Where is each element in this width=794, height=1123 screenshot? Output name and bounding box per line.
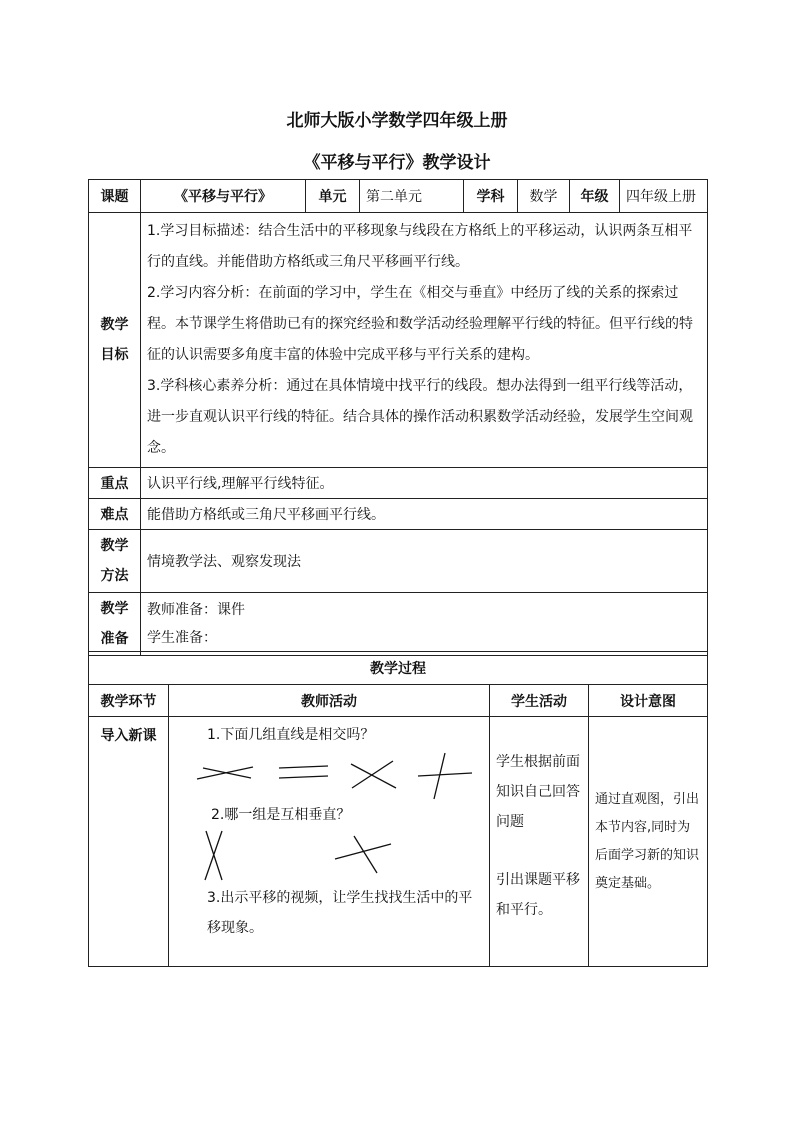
method-label-line-1: 教学: [100, 538, 129, 554]
topic-label: 课题: [89, 180, 141, 213]
line-figure: [279, 776, 328, 778]
process-table: [88, 651, 708, 967]
prep-teacher: 教师准备：课件: [147, 602, 245, 618]
subject-value: 数学: [518, 180, 570, 213]
stage-name: 导入新课: [89, 717, 169, 967]
goals-label-line-2: 目标: [100, 347, 129, 363]
key-value: 认识平行线,理解平行线特征。: [141, 468, 708, 499]
intersecting-lines-figure: [175, 747, 475, 803]
perpendicular-lines-figure: [175, 827, 475, 883]
difficulty-label: 难点: [89, 499, 141, 530]
goal-item: 2.学习内容分析：在前面的学习中，学生在《相交与垂直》中经历了线的关系的探索过程。本节课学生将借助已有的探究经验和数学活动经验理解平行线的特征。但平行线的特征的认识需要多角度丰富的体验中完成平移与平行关系的建构。: [147, 285, 693, 363]
question-1: 1.下面几组直线是相交吗？: [207, 727, 375, 743]
prep-label: [89, 593, 141, 656]
document-subtitle: 《平移与平行》教学设计: [303, 153, 491, 173]
method-label-line-2: 方法: [100, 568, 129, 584]
student-text-2: 引出课题平移和平行。: [496, 872, 580, 918]
grade-value: 四年级上册: [620, 180, 708, 213]
col-student-header: 学生活动: [490, 685, 589, 717]
method-value: 情境教学法、观察发现法: [141, 530, 708, 593]
teacher-activity: [169, 717, 490, 967]
goal-item: 3.学科核心素养分析：通过在具体情境中找平行的线段。想办法得到一组平行线等活动，进一步直观认识平行线的特征。结合具体的操作活动积累数学活动经验，发展学生空间观念。: [147, 378, 693, 456]
question-3: 3.出示平移的视频，让学生找找生活中的平移现象。: [207, 890, 473, 936]
prep-content: [141, 593, 708, 656]
col-stage-header: 教学环节: [89, 685, 169, 717]
line-figure: [418, 773, 472, 776]
unit-value: 第二单元: [360, 180, 464, 213]
student-text-1: 学生根据前面知识自己回答问题: [496, 754, 580, 830]
line-figure: [354, 836, 377, 873]
info-table: [88, 179, 708, 656]
question-2: 2.哪一组是互相垂直？: [211, 807, 351, 823]
subject-label: 学科: [464, 180, 518, 213]
line-figure: [434, 753, 445, 799]
intent-text: 通过直观图，引出本节内容,同时为后面学习新的知识奠定基础。: [595, 791, 700, 891]
goal-item: 1.学习目标描述：结合生活中的平移现象与线段在方格纸上的平移运动，认识两条互相平行的直线。并能借助方格纸或三角尺平移画平行线。: [147, 223, 693, 270]
unit-label: 单元: [306, 180, 360, 213]
prep-label-line-2: 准备: [100, 631, 129, 647]
topic-value: 《平移与平行》: [141, 180, 306, 213]
document-title: 北师大版小学数学四年级上册: [286, 111, 508, 131]
difficulty-value: 能借助方格纸或三角尺平移画平行线。: [141, 499, 708, 530]
line-figure: [352, 761, 393, 788]
line-figure: [279, 766, 328, 768]
goals-label: [89, 213, 141, 468]
grade-label: 年级: [570, 180, 620, 213]
goals-content: [141, 213, 708, 468]
prep-label-line-1: 教学: [100, 601, 129, 617]
prep-student: 学生准备：: [147, 630, 217, 646]
col-intent-header: 设计意图: [589, 685, 708, 717]
process-heading: 教学过程: [89, 652, 708, 685]
key-label: 重点: [89, 468, 141, 499]
method-label: [89, 530, 141, 593]
design-intent: [589, 717, 708, 967]
goals-label-line-1: 教学: [100, 317, 129, 333]
student-activity: [490, 717, 589, 967]
col-teacher-header: 教师活动: [169, 685, 490, 717]
